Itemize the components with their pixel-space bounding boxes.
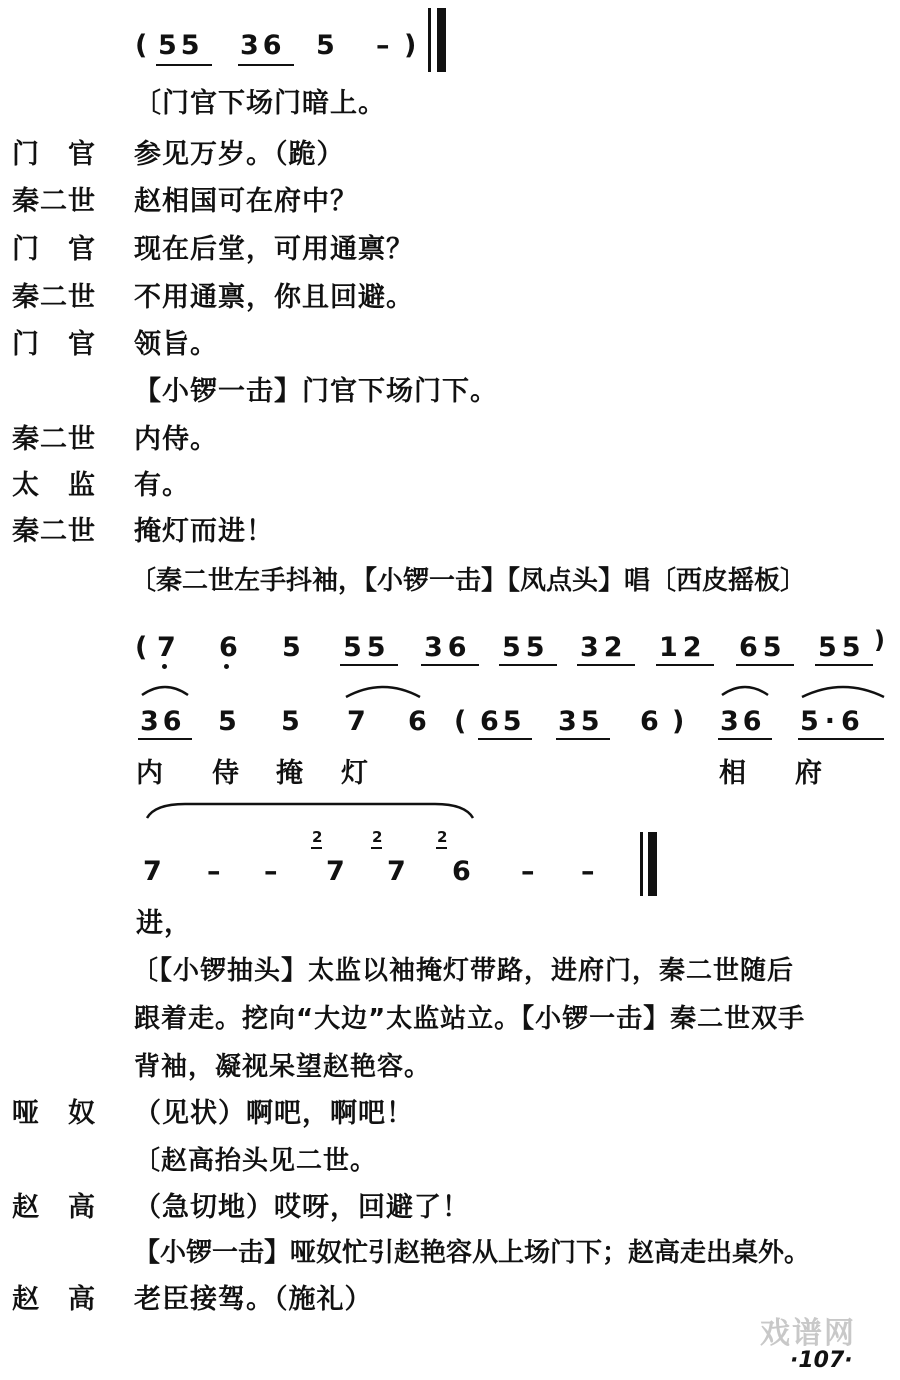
underline <box>478 738 532 740</box>
underline <box>577 664 635 666</box>
note-group: 55 <box>818 632 866 663</box>
lyric: 府 <box>795 758 823 789</box>
speaker-label: 哑 奴 <box>12 1098 96 1129</box>
underline <box>815 664 873 666</box>
note-group: 55 <box>158 30 204 61</box>
dialogue-line: 老臣接驾。（施礼） <box>134 1284 373 1315</box>
speaker-label: 赵 高 <box>12 1192 96 1223</box>
dash: – <box>264 856 278 887</box>
lyric: 灯 <box>341 758 369 789</box>
note: 7 <box>387 856 406 887</box>
barline-thin <box>428 8 431 72</box>
lyric: 进， <box>136 908 192 939</box>
note: 5 <box>282 632 301 663</box>
note: 5 <box>218 706 237 737</box>
stage-direction: 背袖，凝视呆望赵艳容。 <box>134 1052 432 1082</box>
dash: – <box>207 856 221 887</box>
note: 7 <box>157 632 176 663</box>
speaker-label: 秦二世 <box>12 516 96 547</box>
note: 5 <box>316 30 335 61</box>
lyric: 掩 <box>276 758 304 789</box>
speaker-label: 太 监 <box>12 470 96 501</box>
paren-open: ( <box>454 706 467 737</box>
underline <box>238 64 294 66</box>
stage-direction: 跟着走。挖向“大边”太监站立。【小锣一击】秦二世双手 <box>134 1004 806 1034</box>
underline <box>340 664 398 666</box>
stage-direction: 〔门官下场门暗上。 <box>134 88 386 119</box>
note: 7 <box>143 856 162 887</box>
dialogue-line: 有。 <box>134 470 190 501</box>
underline <box>499 664 557 666</box>
lyric: 相 <box>719 758 747 789</box>
speaker-label: 门 官 <box>12 139 96 170</box>
speaker-label: 秦二世 <box>12 186 96 217</box>
underline <box>556 738 610 740</box>
note-group: 36 <box>140 706 186 737</box>
grace-underline <box>371 847 382 849</box>
stage-direction: 〔秦二世左手抖袖，【小锣一击】【凤点头】唱〔西皮摇板〕 <box>130 566 807 596</box>
note-group: 65 <box>480 706 526 737</box>
paren-open: ( <box>135 632 148 663</box>
paren-close: ) <box>672 706 685 737</box>
barline-thick <box>437 8 446 72</box>
speaker-label: 秦二世 <box>12 282 96 313</box>
slur <box>720 683 770 697</box>
speaker-label: 赵 高 <box>12 1284 96 1315</box>
lyric: 侍 <box>212 758 240 789</box>
note-group: 36 <box>424 632 472 663</box>
dialogue-line: 参见万岁。（跪） <box>134 139 345 170</box>
note-group: 5·6 <box>800 706 866 737</box>
note: 6 <box>219 632 238 663</box>
stage-direction: 〔赵高抬头见二世。 <box>134 1146 378 1176</box>
underline <box>156 64 212 66</box>
underline <box>656 664 714 666</box>
note-group: 55 <box>343 632 391 663</box>
dialogue-line: （急切地）哎呀，回避了！ <box>134 1192 470 1223</box>
note: 6 <box>640 706 659 737</box>
dash: – <box>581 856 595 887</box>
slur <box>800 683 886 699</box>
stage-direction: 〔【小锣抽头】太监以袖掩灯带路，进府门，秦二世随后 <box>132 956 795 986</box>
grace-underline <box>311 847 322 849</box>
underline <box>138 738 192 740</box>
low-octave-dot <box>162 664 167 669</box>
note-group: 36 <box>240 30 286 61</box>
grace-note: 2 <box>437 828 448 846</box>
slur <box>145 800 475 820</box>
note-group: 65 <box>739 632 787 663</box>
note-group: 36 <box>720 706 766 737</box>
note-group: 55 <box>502 632 550 663</box>
dash: – <box>521 856 535 887</box>
note: 7 <box>326 856 345 887</box>
watermark: 戏谱网 <box>760 1316 856 1351</box>
note: 7 <box>347 706 366 737</box>
paren-close: ) <box>404 30 417 61</box>
grace-note: 2 <box>312 828 323 846</box>
paren-close: ) <box>874 626 885 654</box>
page-number: ·107· <box>790 1348 853 1373</box>
grace-underline <box>436 847 447 849</box>
stage-direction: 【小锣一击】哑奴忙引赵艳容从上场门下；赵高走出桌外。 <box>134 1238 811 1268</box>
dash: – <box>376 30 390 61</box>
note: 6 <box>408 706 427 737</box>
speaker-label: 门 官 <box>12 329 96 360</box>
stage-direction: 【小锣一击】门官下场门下。 <box>134 376 498 407</box>
dialogue-line: 内侍。 <box>134 424 218 455</box>
lyric: 内 <box>136 758 164 789</box>
dialogue-line: 赵相国可在府中？ <box>134 186 358 217</box>
slur <box>344 683 422 699</box>
speaker-label: 秦二世 <box>12 424 96 455</box>
note: 6 <box>452 856 471 887</box>
barline-thin <box>640 832 643 896</box>
dialogue-line: （见状）啊吧，啊吧！ <box>134 1098 414 1129</box>
barline-thick <box>648 832 657 896</box>
underline <box>421 664 479 666</box>
note-group: 32 <box>580 632 628 663</box>
note-group: 12 <box>659 632 707 663</box>
underline <box>798 738 884 740</box>
dialogue-line: 不用通禀，你且回避。 <box>134 282 414 313</box>
dialogue-line: 掩灯而进！ <box>134 516 274 547</box>
low-octave-dot <box>224 664 229 669</box>
paren-open: ( <box>135 30 148 61</box>
note: 5 <box>281 706 300 737</box>
dialogue-line: 现在后堂，可用通禀？ <box>134 234 414 265</box>
underline <box>736 664 794 666</box>
underline <box>718 738 772 740</box>
note-group: 35 <box>558 706 604 737</box>
dialogue-line: 领旨。 <box>134 329 218 360</box>
speaker-label: 门 官 <box>12 234 96 265</box>
grace-note: 2 <box>372 828 383 846</box>
slur <box>140 683 190 697</box>
